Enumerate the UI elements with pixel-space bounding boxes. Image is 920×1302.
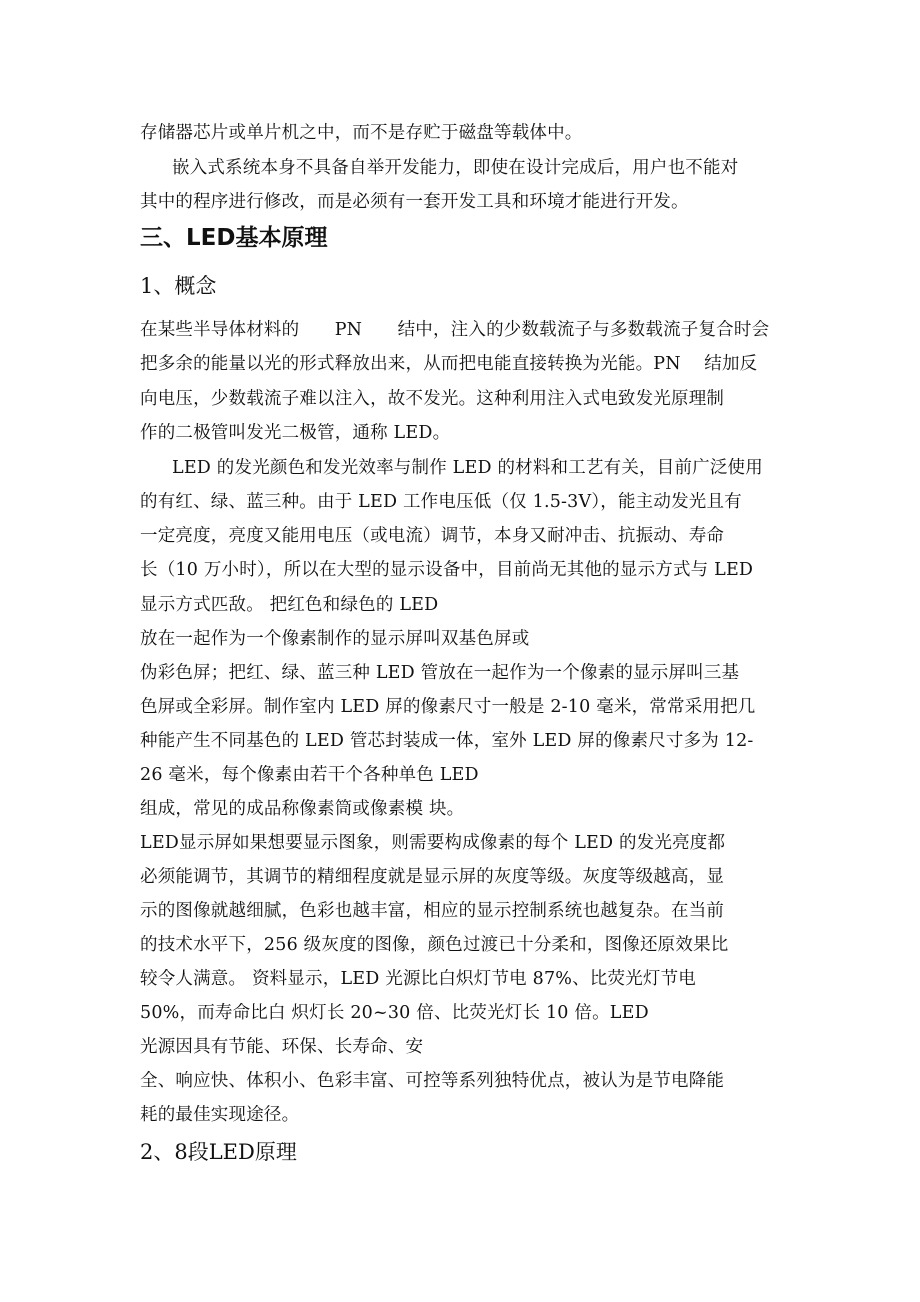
text-line-display-5: 较令人满意。 资料显示，LED 光源比白炽灯节电 87%、比荧光灯节电 (140, 969, 697, 989)
text-line-color-4: 长（10 万小时），所以在大型的显示设备中，目前尚无其他的显示方式与 LED (140, 560, 754, 580)
text-line-color-8: 色屏或全彩屏。制作室内 LED 屏的像素尺寸一般是 2-10 毫米，常常采用把几 (140, 697, 756, 717)
text-line-embedded-1: 嵌入式系统本身不具备自举开发能力，即使在设计完成后，用户也不能对 (172, 158, 739, 178)
text-line-color-5: 显示方式匹敌。 把红色和绿色的 LED (140, 595, 439, 615)
text-line-concept-3: 向电压，少数载流子难以注入，故不发光。这种利用注入式电致发光原理制 (140, 389, 725, 409)
text-line-concept-1: 在某些半导体材料的 PN 结中，注入的少数载流子与多数载流子复合时会 (140, 320, 770, 340)
text-line-color-10: 26 毫米，每个像素由若干个各种单色 LED (140, 765, 479, 785)
text-line-display-9: 耗的最佳实现途径。 (140, 1105, 300, 1125)
text-line-color-2: 的有红、绿、蓝三种。由于 LED 工作电压低（仅 1.5-3V），能主动发光且有 (140, 492, 742, 512)
text-line-color-9: 种能产生不同基色的 LED 管芯封装成一体，室外 LED 屏的像素尺寸多为 12- (140, 731, 754, 751)
text-line-embedded-2: 其中的程序进行修改，而是必须有一套开发工具和环境才能进行开发。 (140, 192, 689, 212)
section-title-led-principle: 三、LED基本原理 (140, 225, 328, 251)
text-line-display-6: 50%，而寿命比白 炽灯长 20~30 倍、比荧光灯长 10 倍。LED (140, 1003, 649, 1023)
text-line-color-11: 组成，常见的成品称像素筒或像素模 块。 (140, 799, 465, 819)
text-line-display-1: LED显示屏如果想要显示图象，则需要构成像素的每个 LED 的发光亮度都 (140, 833, 726, 853)
text-line-concept-2: 把多余的能量以光的形式释放出来，从而把电能直接转换为光能。PN 结加反 (140, 354, 758, 374)
text-line-color-3: 一定亮度，亮度又能用电压（或电流）调节，本身又耐冲击、抗振动、寿命 (140, 526, 725, 546)
text-line-display-2: 必须能调节，其调节的精细程度就是显示屏的灰度等级。灰度等级越高，显 (140, 867, 725, 887)
text-line-storage-1: 存储器芯片或单片机之中，而不是存贮于磁盘等载体中。 (140, 123, 583, 143)
subsection-title-8-segment-led: 2、8段LED原理 (140, 1140, 297, 1164)
text-line-color-7: 伪彩色屏；把红、绿、蓝三种 LED 管放在一起作为一个像素的显示屏叫三基 (140, 663, 740, 683)
subsection-title-concept: 1、概念 (140, 274, 217, 298)
text-line-display-7: 光源因具有节能、环保、长寿命、安 (140, 1037, 424, 1057)
text-line-display-3: 示的图像就越细腻，色彩也越丰富，相应的显示控制系统也越复杂。在当前 (140, 901, 725, 921)
text-line-display-4: 的技术水平下，256 级灰度的图像，颜色过渡已十分柔和，图像还原效果比 (140, 935, 729, 955)
text-line-concept-4: 作的二极管叫发光二极管，通称 LED。 (140, 423, 451, 443)
text-line-display-8: 全、响应快、体积小、色彩丰富、可控等系列独特优点，被认为是节电降能 (140, 1071, 725, 1091)
text-line-color-6: 放在一起作为一个像素制作的显示屏叫双基色屏或 (140, 629, 530, 649)
text-line-color-1: LED 的发光颜色和发光效率与制作 LED 的材料和工艺有关，目前广泛使用 (172, 458, 763, 478)
